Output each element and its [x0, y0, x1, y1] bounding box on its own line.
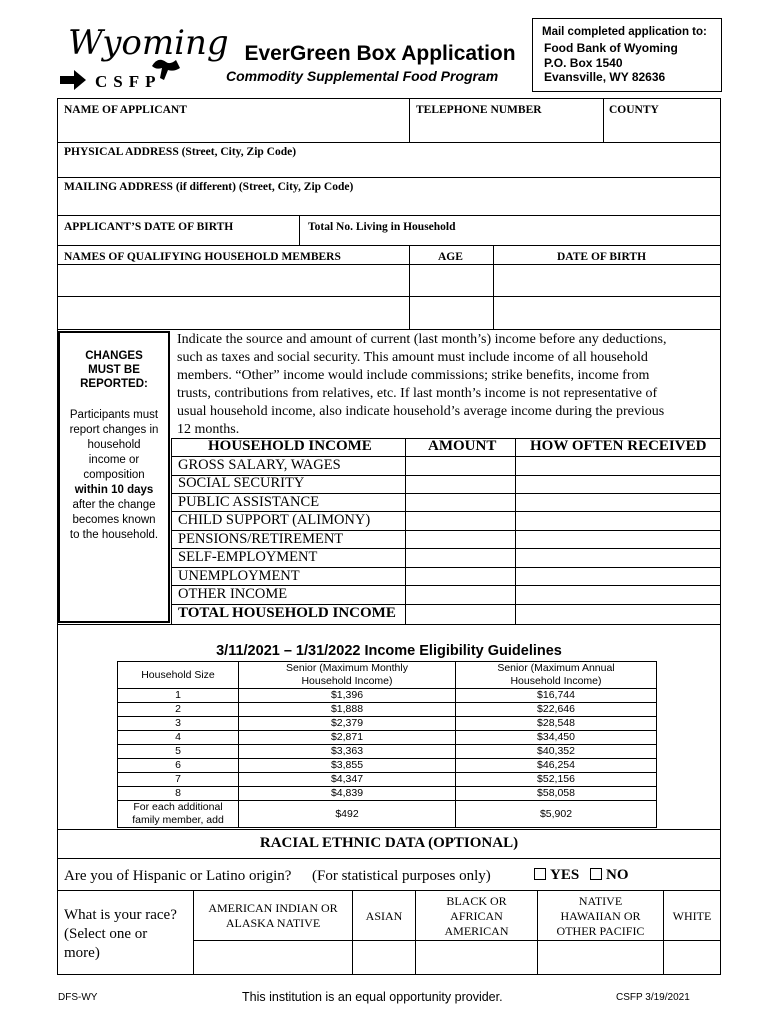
race-check-native-hawaiian[interactable]: [538, 941, 663, 973]
monthly-cell: $1,396: [239, 689, 456, 703]
how-often-input[interactable]: [516, 605, 720, 623]
age-label: AGE: [438, 251, 463, 263]
changes-heading-2: MUST BE: [88, 364, 140, 376]
checkbox-icon[interactable]: [534, 868, 546, 880]
mail-line-2: P.O. Box 1540: [544, 56, 623, 70]
how-often-input[interactable]: [516, 494, 720, 511]
how-often-input[interactable]: [516, 531, 720, 548]
total-amount-input[interactable]: [406, 605, 515, 623]
table-row: [118, 759, 657, 773]
changes-heading-1: CHANGES: [85, 350, 143, 362]
how-often-input[interactable]: [516, 568, 720, 585]
hispanic-no-option[interactable]: [590, 867, 629, 884]
table-row: [118, 703, 657, 717]
member-dob-label: DATE OF BIRTH: [557, 251, 647, 263]
income-row-label: SELF-EMPLOYMENT: [178, 549, 318, 565]
col-annual-2: Household Income): [510, 675, 602, 687]
how-often-input[interactable]: [516, 457, 720, 474]
how-often-input[interactable]: [516, 549, 720, 566]
monthly-cell: $4,839: [239, 787, 456, 801]
amount-input[interactable]: [406, 476, 515, 493]
instruction-line: such as taxes and social security. This amount must include income of all household: [177, 350, 648, 365]
additional-label-1: For each additional: [133, 801, 223, 813]
table-row: [118, 787, 657, 801]
county-label: COUNTY: [609, 104, 659, 116]
race-option-3a: BLACK OR: [446, 894, 507, 908]
mail-label: Mail completed application to:: [542, 26, 707, 38]
income-row-label: UNEMPLOYMENT: [178, 568, 300, 584]
table-row: [118, 801, 657, 828]
income-row-label: GROSS SALARY, WAGES: [178, 457, 341, 473]
size-cell: 6: [118, 759, 239, 773]
income-row-label: CHILD SUPPORT (ALIMONY): [178, 512, 371, 528]
hispanic-question: Are you of Hispanic or Latino origin?: [64, 868, 292, 884]
hispanic-yes-option[interactable]: [534, 867, 579, 884]
instruction-line: usual household income, also indicate household’s average income during the previous: [177, 404, 665, 419]
income-instructions: [177, 331, 717, 439]
additional-annual: $5,902: [456, 801, 657, 828]
amount-input[interactable]: [406, 531, 515, 548]
racial-title: RACIAL ETHNIC DATA (OPTIONAL): [259, 835, 519, 851]
monthly-cell: $2,379: [239, 717, 456, 731]
changes-line-2: report changes in: [69, 424, 159, 436]
race-question-1: What is your race?: [64, 907, 177, 923]
household-total-label: Total No. Living in Household: [308, 221, 456, 233]
form-title: EverGreen Box Application: [244, 42, 516, 65]
size-cell: 3: [118, 717, 239, 731]
monthly-cell: $3,363: [239, 745, 456, 759]
income-row-label: SOCIAL SECURITY: [178, 475, 305, 491]
table-row: [118, 745, 657, 759]
changes-line-1: Participants must: [69, 409, 159, 421]
instruction-line: 12 months.: [177, 422, 240, 437]
logo-sub: CSFP: [95, 72, 162, 91]
eligibility-title: 3/11/2021 – 1/31/2022 Income Eligibility Guidelines: [216, 643, 562, 659]
race-check-american-indian[interactable]: [194, 941, 352, 973]
dob-label: APPLICANT’S DATE OF BIRTH: [64, 221, 234, 233]
mail-line-3: Evansville, WY 82636: [544, 70, 666, 84]
no-label: NO: [606, 867, 629, 883]
race-check-white[interactable]: [664, 941, 720, 973]
race-option-4a: NATIVE: [578, 894, 623, 908]
monthly-cell: $4,347: [239, 773, 456, 787]
footer-left: DFS-WY: [58, 992, 98, 1003]
race-option-4c: OTHER PACIFIC: [556, 924, 645, 938]
race-question-3: more): [64, 945, 100, 961]
race-option-1a: AMERICAN INDIAN OR: [208, 901, 338, 915]
changes-line-7: after the change: [72, 499, 156, 511]
member-row-2-age[interactable]: [410, 297, 493, 328]
annual-cell: $22,646: [456, 703, 657, 717]
how-often-input[interactable]: [516, 476, 720, 493]
col-monthly-2: Household Income): [301, 675, 393, 687]
monthly-cell: $2,871: [239, 731, 456, 745]
race-option-3b: AFRICAN: [450, 909, 503, 923]
income-row-label: PENSIONS/RETIREMENT: [178, 531, 344, 547]
instruction-line: members. “Other” income would include commissions; strike benefits, income from: [177, 368, 650, 383]
size-cell: 7: [118, 773, 239, 787]
annual-cell: $16,744: [456, 689, 657, 703]
income-total-label: TOTAL HOUSEHOLD INCOME: [178, 605, 396, 621]
size-cell: 5: [118, 745, 239, 759]
changes-line-5: composition: [83, 469, 145, 481]
additional-label-2: family member, add: [132, 814, 224, 826]
checkbox-icon[interactable]: [590, 868, 602, 880]
changes-line-4: income or: [88, 454, 140, 466]
form-subtitle: Commodity Supplemental Food Program: [226, 68, 499, 84]
race-option-4b: HAWAIIAN OR: [560, 909, 641, 923]
annual-cell: $34,450: [456, 731, 657, 745]
yes-label: YES: [550, 867, 580, 883]
member-row-2-dob[interactable]: [494, 297, 720, 328]
footer-right: CSFP 3/19/2021: [616, 992, 690, 1003]
eligibility-table: [117, 661, 657, 828]
member-row-1-dob[interactable]: [494, 265, 720, 295]
changes-line-3: household: [87, 439, 141, 451]
hispanic-note: (For statistical purposes only): [312, 868, 491, 884]
annual-cell: $52,156: [456, 773, 657, 787]
table-row: [118, 731, 657, 745]
telephone-label: TELEPHONE NUMBER: [416, 104, 542, 116]
how-often-input[interactable]: [516, 512, 720, 529]
col-annual-1: Senior (Maximum Annual: [497, 662, 615, 674]
amount-input[interactable]: [406, 568, 515, 585]
table-row: [118, 689, 657, 703]
race-question-2: (Select one or: [64, 926, 148, 942]
amount-input[interactable]: [406, 494, 515, 511]
members-label: NAMES OF QUALIFYING HOUSEHOLD MEMBERS: [64, 251, 341, 263]
income-col-amount: AMOUNT: [428, 438, 497, 454]
size-cell: 2: [118, 703, 239, 717]
col-monthly-1: Senior (Maximum Monthly: [286, 662, 408, 674]
member-row-1-name[interactable]: [58, 265, 409, 295]
amount-input[interactable]: [406, 586, 515, 603]
size-cell: 8: [118, 787, 239, 801]
changes-heading-3: REPORTED:: [80, 378, 148, 390]
mailing-address-label: MAILING ADDRESS (if different) (Street, City, Zip Code): [64, 181, 354, 193]
mail-line-1: Food Bank of Wyoming: [544, 41, 678, 55]
col-household-size: Household Size: [141, 668, 215, 681]
footer-center: This institution is an equal opportunity provider.: [242, 990, 503, 1004]
changes-line-8: becomes known: [72, 514, 156, 526]
amount-input[interactable]: [406, 549, 515, 566]
race-option-2: ASIAN: [365, 909, 403, 923]
income-row-label: OTHER INCOME: [178, 586, 288, 602]
instruction-line: trusts, contributions from relatives, etc. If last month’s income is not representative of: [177, 386, 658, 401]
amount-input[interactable]: [406, 512, 515, 529]
changes-line-6: within 10 days: [74, 484, 154, 496]
table-row: [118, 773, 657, 787]
monthly-cell: $3,855: [239, 759, 456, 773]
size-cell: 1: [118, 689, 239, 703]
annual-cell: $58,058: [456, 787, 657, 801]
amount-input[interactable]: [406, 457, 515, 474]
how-often-input[interactable]: [516, 586, 720, 603]
name-label: NAME OF APPLICANT: [64, 104, 187, 116]
income-row-label: PUBLIC ASSISTANCE: [178, 494, 320, 510]
race-check-black[interactable]: [416, 941, 537, 973]
instruction-line: Indicate the source and amount of current (last month’s) income before any deductions,: [177, 332, 667, 347]
table-row: [118, 717, 657, 731]
annual-cell: $46,254: [456, 759, 657, 773]
income-col-often: HOW OFTEN RECEIVED: [530, 438, 707, 454]
annual-cell: $28,548: [456, 717, 657, 731]
changes-line-9: to the household.: [69, 529, 159, 541]
size-cell: 4: [118, 731, 239, 745]
race-option-5: WHITE: [672, 909, 712, 923]
member-row-2-name[interactable]: [58, 297, 409, 328]
income-col-source: HOUSEHOLD INCOME: [208, 438, 372, 454]
annual-cell: $40,352: [456, 745, 657, 759]
additional-monthly: $492: [239, 801, 456, 828]
physical-address-label: PHYSICAL ADDRESS (Street, City, Zip Code): [64, 146, 297, 158]
race-option-3c: AMERICAN: [444, 924, 509, 938]
race-check-asian[interactable]: [353, 941, 415, 973]
monthly-cell: $1,888: [239, 703, 456, 717]
svg-text:Wyoming: Wyoming: [68, 23, 229, 63]
race-option-1b: ALASKA NATIVE: [225, 916, 321, 930]
member-row-1-age[interactable]: [410, 265, 493, 295]
